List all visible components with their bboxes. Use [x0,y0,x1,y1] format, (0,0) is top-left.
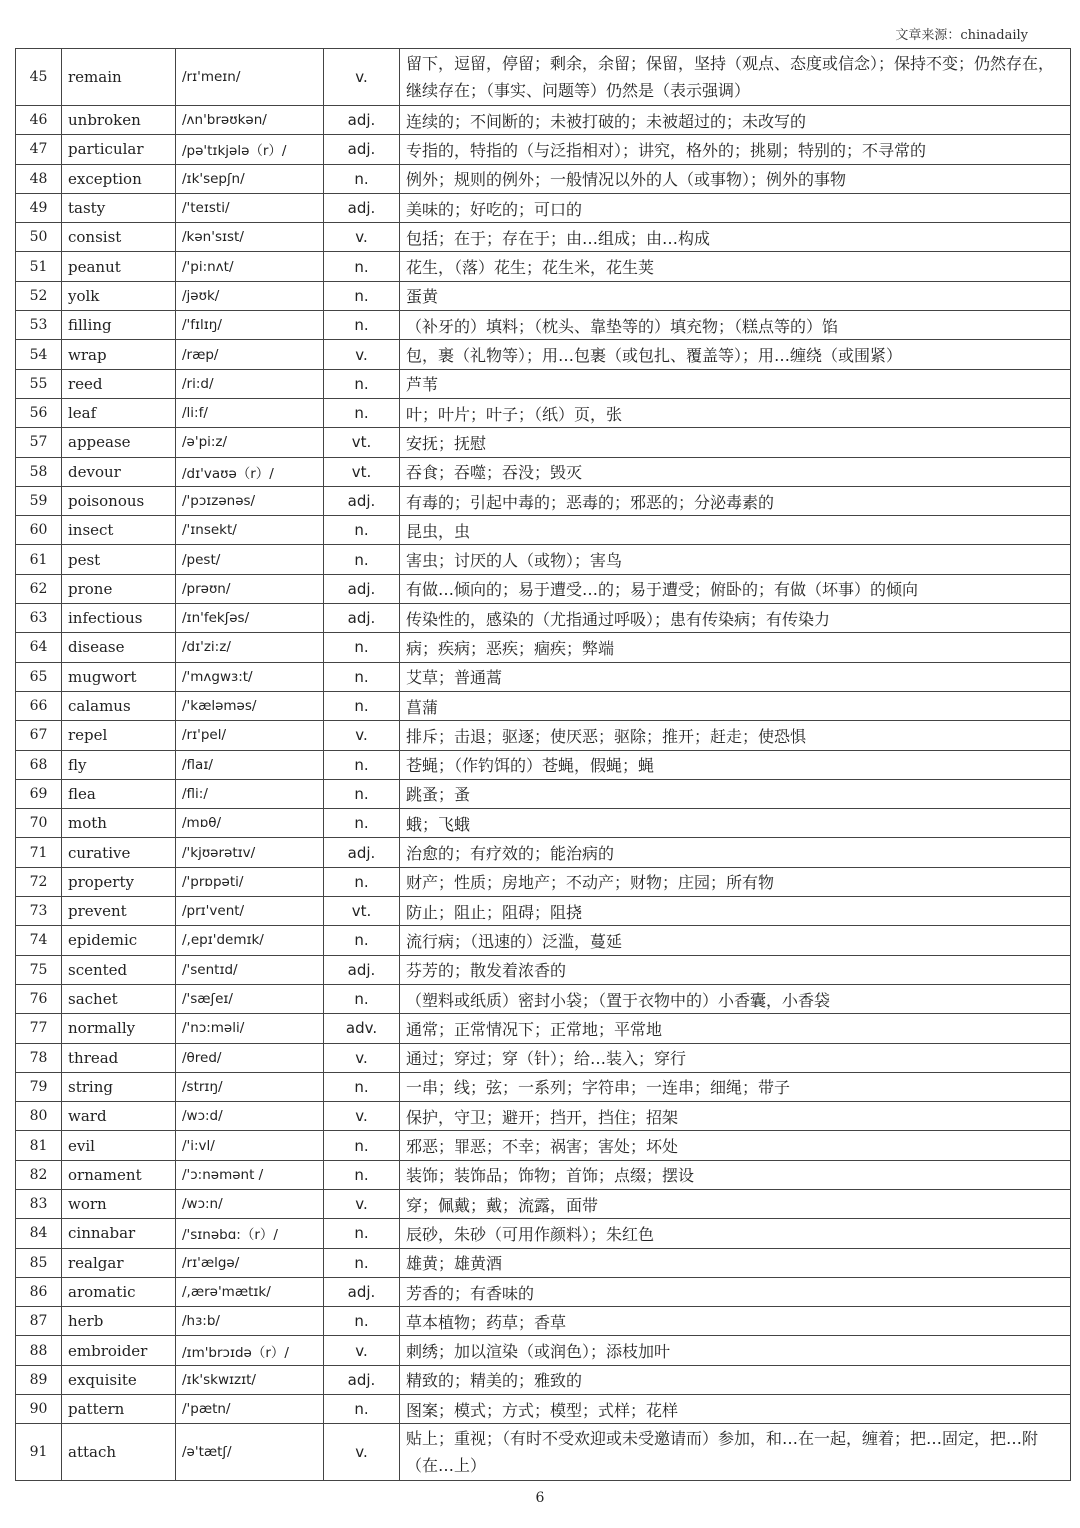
entry-phonetic: /'pɔɪzənəs/ [176,486,324,515]
entry-part-of-speech: adj. [324,193,400,222]
entry-word: insect [62,516,176,545]
entry-definition: 装饰；装饰品；饰物；首饰；点缀；摆设 [400,1160,1071,1189]
table-row [16,1102,1071,1131]
table-row [16,1248,1071,1277]
entry-definition: 一串；线；弦；一系列；字符串；一连串；细绳；带子 [400,1072,1071,1101]
entry-phonetic: /prəʊn/ [176,574,324,603]
entry-definition: 例外；规则的例外；一般情况以外的人（或事物）；例外的事物 [400,164,1071,193]
entry-number: 65 [16,662,62,691]
entry-word: embroider [62,1336,176,1365]
entry-number: 46 [16,106,62,135]
entry-number: 77 [16,1014,62,1043]
entry-definition: （塑料或纸质）密封小袋；（置于衣物中的）小香囊，小香袋 [400,984,1071,1013]
entry-definition: 连续的；不间断的；未被打破的；未被超过的；未改写的 [400,106,1071,135]
entry-phonetic: /'prɒpəti/ [176,867,324,896]
entry-phonetic: /strɪŋ/ [176,1072,324,1101]
entry-word: string [62,1072,176,1101]
table-row [16,750,1071,779]
table-row [16,897,1071,926]
entry-number: 83 [16,1189,62,1218]
entry-word: normally [62,1014,176,1043]
entry-part-of-speech: n. [324,1160,400,1189]
table-row [16,1072,1071,1101]
entry-phonetic: /rɪ'ælgə/ [176,1248,324,1277]
entry-part-of-speech: n. [324,691,400,720]
entry-word: consist [62,223,176,252]
entry-word: calamus [62,691,176,720]
entry-definition: 留下，逗留，停留；剩余，余留；保留，坚持（观点、态度或信念）；保持不变；仍然存在，继续存在；（事实、问题等）仍然是（表示强调） [400,49,1071,106]
entry-number: 87 [16,1307,62,1336]
entry-word: exquisite [62,1365,176,1394]
entry-word: thread [62,1043,176,1072]
entry-number: 59 [16,486,62,515]
entry-phonetic: /rɪ'meɪn/ [176,49,324,106]
entry-definition: 芬芳的；散发着浓香的 [400,955,1071,984]
entry-number: 56 [16,398,62,427]
entry-phonetic: /hɜ:b/ [176,1307,324,1336]
entry-phonetic: /'kjʊərətɪv/ [176,838,324,867]
entry-definition: 菖蒲 [400,691,1071,720]
entry-number: 63 [16,604,62,633]
table-row [16,779,1071,808]
entry-word: tasty [62,193,176,222]
entry-word: particular [62,135,176,164]
entry-phonetic: /'ɔ:nəmənt / [176,1160,324,1189]
entry-word: fly [62,750,176,779]
entry-phonetic: /pest/ [176,545,324,574]
vocabulary-table-body [16,49,1071,1481]
entry-number: 90 [16,1395,62,1424]
entry-part-of-speech: vt. [324,457,400,486]
entry-word: attach [62,1424,176,1481]
entry-definition: 治愈的；有疗效的；能治病的 [400,838,1071,867]
entry-number: 89 [16,1365,62,1394]
entry-part-of-speech: adj. [324,106,400,135]
entry-definition: 草本植物；药草；香草 [400,1307,1071,1336]
entry-word: scented [62,955,176,984]
table-row [16,486,1071,515]
table-row [16,1131,1071,1160]
entry-phonetic: /ri:d/ [176,369,324,398]
entry-word: epidemic [62,926,176,955]
entry-word: realgar [62,1248,176,1277]
table-row [16,223,1071,252]
entry-part-of-speech: adj. [324,604,400,633]
entry-phonetic: /flaɪ/ [176,750,324,779]
entry-part-of-speech: v. [324,1424,400,1481]
entry-phonetic: /'kæləməs/ [176,691,324,720]
entry-definition: 昆虫，虫 [400,516,1071,545]
entry-number: 75 [16,955,62,984]
entry-word: pest [62,545,176,574]
entry-word: disease [62,633,176,662]
entry-number: 82 [16,1160,62,1189]
entry-word: evil [62,1131,176,1160]
entry-word: mugwort [62,662,176,691]
entry-word: prevent [62,897,176,926]
table-row [16,867,1071,896]
entry-definition: 病；疾病；恶疾；痼疾；弊端 [400,633,1071,662]
entry-number: 50 [16,223,62,252]
source-note: 文章来源：chinadaily [895,28,1028,43]
entry-definition: 有毒的；引起中毒的；恶毒的；邪恶的；分泌毒素的 [400,486,1071,515]
entry-definition: 安抚；抚慰 [400,428,1071,457]
table-row [16,193,1071,222]
entry-number: 73 [16,897,62,926]
entry-part-of-speech: n. [324,281,400,310]
entry-phonetic: /'i:vl/ [176,1131,324,1160]
entry-definition: 贴上；重视；（有时不受欢迎或未受邀请而）参加，和…在一起，缠着；把…固定，把…附（在…上） [400,1424,1071,1481]
entry-part-of-speech: adj. [324,955,400,984]
entry-part-of-speech: n. [324,252,400,281]
entry-word: unbroken [62,106,176,135]
entry-number: 85 [16,1248,62,1277]
entry-number: 70 [16,809,62,838]
entry-part-of-speech: v. [324,721,400,750]
entry-word: moth [62,809,176,838]
table-row [16,633,1071,662]
entry-word: repel [62,721,176,750]
entry-part-of-speech: n. [324,1131,400,1160]
entry-word: ornament [62,1160,176,1189]
entry-word: wrap [62,340,176,369]
entry-phonetic: /ɪk'sepʃn/ [176,164,324,193]
entry-definition: 专指的，特指的（与泛指相对）；讲究，格外的；挑剔；特别的；不寻常的 [400,135,1071,164]
vocabulary-table [15,48,1071,1481]
entry-definition: 刺绣；加以渲染（或润色）；添枝加叶 [400,1336,1071,1365]
entry-phonetic: /dɪ'vaʊə（r）/ [176,457,324,486]
entry-part-of-speech: n. [324,398,400,427]
entry-part-of-speech: vt. [324,428,400,457]
table-row [16,1395,1071,1424]
entry-part-of-speech: v. [324,1043,400,1072]
table-row [16,809,1071,838]
entry-word: reed [62,369,176,398]
table-row [16,1043,1071,1072]
entry-definition: 蛾；飞蛾 [400,809,1071,838]
entry-part-of-speech: n. [324,779,400,808]
entry-part-of-speech: n. [324,867,400,896]
entry-phonetic: /'pætn/ [176,1395,324,1424]
entry-phonetic: /prɪ'vent/ [176,897,324,926]
entry-part-of-speech: v. [324,223,400,252]
entry-phonetic: /'sɪnəbɑ:（r）/ [176,1219,324,1248]
entry-number: 88 [16,1336,62,1365]
entry-phonetic: /'pi:nʌt/ [176,252,324,281]
entry-word: herb [62,1307,176,1336]
table-row [16,984,1071,1013]
entry-definition: 有做…倾向的；易于遭受…的；易于遭受；俯卧的；有做（坏事）的倾向 [400,574,1071,603]
table-row [16,1307,1071,1336]
entry-phonetic: /mɒθ/ [176,809,324,838]
entry-definition: 保护，守卫；避开；挡开，挡住；招架 [400,1102,1071,1131]
entry-number: 54 [16,340,62,369]
entry-part-of-speech: n. [324,545,400,574]
entry-part-of-speech: n. [324,633,400,662]
entry-phonetic: /pə'tɪkjələ（r）/ [176,135,324,164]
entry-phonetic: /ɪk'skwɪzɪt/ [176,1365,324,1394]
table-row [16,574,1071,603]
entry-phonetic: /θred/ [176,1043,324,1072]
entry-word: property [62,867,176,896]
entry-number: 55 [16,369,62,398]
entry-number: 91 [16,1424,62,1481]
entry-word: ward [62,1102,176,1131]
entry-number: 80 [16,1102,62,1131]
entry-part-of-speech: adj. [324,838,400,867]
entry-number: 76 [16,984,62,1013]
entry-number: 61 [16,545,62,574]
entry-definition: 跳蚤；蚤 [400,779,1071,808]
table-row [16,398,1071,427]
entry-part-of-speech: n. [324,1219,400,1248]
entry-part-of-speech: vt. [324,897,400,926]
entry-part-of-speech: n. [324,809,400,838]
entry-definition: 辰砂，朱砂（可用作颜料）；朱红色 [400,1219,1071,1248]
entry-number: 64 [16,633,62,662]
table-row [16,1160,1071,1189]
entry-number: 57 [16,428,62,457]
table-row [16,340,1071,369]
table-row [16,164,1071,193]
entry-number: 74 [16,926,62,955]
table-row [16,1219,1071,1248]
entry-number: 69 [16,779,62,808]
entry-number: 81 [16,1131,62,1160]
entry-definition: 芦苇 [400,369,1071,398]
entry-word: curative [62,838,176,867]
page-number: 6 [535,1490,545,1506]
entry-part-of-speech: n. [324,164,400,193]
entry-number: 68 [16,750,62,779]
table-row [16,106,1071,135]
entry-phonetic: /'mʌgwɜ:t/ [176,662,324,691]
entry-definition: （补牙的）填料；（枕头、靠垫等的）填充物；（糕点等的）馅 [400,311,1071,340]
entry-phonetic: /'fɪlɪŋ/ [176,311,324,340]
entry-definition: 雄黄；雄黄酒 [400,1248,1071,1277]
table-row [16,1189,1071,1218]
entry-word: infectious [62,604,176,633]
entry-phonetic: /,epɪ'demɪk/ [176,926,324,955]
entry-number: 51 [16,252,62,281]
entry-word: exception [62,164,176,193]
table-row [16,369,1071,398]
entry-part-of-speech: n. [324,984,400,1013]
entry-number: 49 [16,193,62,222]
entry-word: yolk [62,281,176,310]
entry-part-of-speech: n. [324,311,400,340]
entry-word: flea [62,779,176,808]
entry-phonetic: /'teɪsti/ [176,193,324,222]
entry-definition: 蛋黄 [400,281,1071,310]
entry-definition: 美味的；好吃的；可口的 [400,193,1071,222]
entry-word: sachet [62,984,176,1013]
entry-definition: 芳香的；有香味的 [400,1277,1071,1306]
entry-definition: 图案；模式；方式；模型；式样；花样 [400,1395,1071,1424]
entry-word: poisonous [62,486,176,515]
entry-phonetic: /'sæʃeɪ/ [176,984,324,1013]
entry-part-of-speech: adj. [324,1365,400,1394]
entry-phonetic: /'nɔ:məli/ [176,1014,324,1043]
entry-part-of-speech: n. [324,1307,400,1336]
table-row [16,1365,1071,1394]
entry-definition: 通过；穿过；穿（针）；给…装入；穿行 [400,1043,1071,1072]
entry-word: aromatic [62,1277,176,1306]
table-row [16,516,1071,545]
entry-part-of-speech: adj. [324,1277,400,1306]
entry-definition: 叶；叶片；叶子；（纸）页，张 [400,398,1071,427]
entry-definition: 通常；正常情况下；正常地；平常地 [400,1014,1071,1043]
table-row [16,545,1071,574]
table-row [16,838,1071,867]
entry-part-of-speech: n. [324,926,400,955]
table-row [16,1424,1071,1481]
table-row [16,1336,1071,1365]
entry-definition: 苍蝇；（作钓饵的）苍蝇，假蝇；蝇 [400,750,1071,779]
entry-phonetic: /ʌn'brəʊkən/ [176,106,324,135]
entry-part-of-speech: adj. [324,574,400,603]
entry-definition: 包，裹（礼物等）；用…包裹（或包扎、覆盖等）；用…缠绕（或围紧） [400,340,1071,369]
entry-part-of-speech: adv. [324,1014,400,1043]
entry-part-of-speech: v. [324,340,400,369]
entry-phonetic: /jəʊk/ [176,281,324,310]
entry-definition: 包括；在于；存在于；由…组成；由…构成 [400,223,1071,252]
table-row [16,49,1071,106]
entry-word: filling [62,311,176,340]
table-row [16,281,1071,310]
entry-number: 71 [16,838,62,867]
table-row [16,955,1071,984]
entry-definition: 排斥；击退；驱逐；使厌恶；驱除；推开；赶走；使恐惧 [400,721,1071,750]
entry-number: 62 [16,574,62,603]
entry-part-of-speech: n. [324,1395,400,1424]
entry-number: 84 [16,1219,62,1248]
entry-definition: 传染性的，感染的（尤指通过呼吸）；患有传染病；有传染力 [400,604,1071,633]
entry-definition: 吞食；吞噬；吞没；毁灭 [400,457,1071,486]
entry-phonetic: /wɔ:n/ [176,1189,324,1218]
table-row [16,691,1071,720]
entry-word: prone [62,574,176,603]
entry-definition: 穿；佩戴；戴；流露，面带 [400,1189,1071,1218]
entry-definition: 精致的；精美的；雅致的 [400,1365,1071,1394]
table-row [16,604,1071,633]
entry-word: appease [62,428,176,457]
entry-part-of-speech: adj. [324,486,400,515]
table-row [16,1277,1071,1306]
entry-word: peanut [62,252,176,281]
entry-part-of-speech: n. [324,662,400,691]
entry-phonetic: /dɪ'zi:z/ [176,633,324,662]
table-row [16,926,1071,955]
table-row [16,721,1071,750]
entry-phonetic: /'sentɪd/ [176,955,324,984]
entry-part-of-speech: adj. [324,135,400,164]
entry-phonetic: /fli:/ [176,779,324,808]
table-row [16,457,1071,486]
entry-number: 48 [16,164,62,193]
entry-word: leaf [62,398,176,427]
entry-number: 60 [16,516,62,545]
entry-definition: 防止；阻止；阻碍；阻挠 [400,897,1071,926]
entry-number: 86 [16,1277,62,1306]
entry-phonetic: /,ærə'mætɪk/ [176,1277,324,1306]
entry-part-of-speech: v. [324,1189,400,1218]
entry-number: 52 [16,281,62,310]
entry-part-of-speech: n. [324,369,400,398]
entry-phonetic: /wɔ:d/ [176,1102,324,1131]
entry-phonetic: /ɪn'fekʃəs/ [176,604,324,633]
entry-phonetic: /li:f/ [176,398,324,427]
entry-word: pattern [62,1395,176,1424]
entry-part-of-speech: n. [324,1072,400,1101]
entry-definition: 害虫；讨厌的人（或物）；害鸟 [400,545,1071,574]
table-row [16,428,1071,457]
entry-phonetic: /ræp/ [176,340,324,369]
entry-phonetic: /'ɪnsekt/ [176,516,324,545]
entry-part-of-speech: n. [324,1248,400,1277]
entry-part-of-speech: n. [324,516,400,545]
entry-word: devour [62,457,176,486]
entry-word: worn [62,1189,176,1218]
entry-phonetic: /rɪ'pel/ [176,721,324,750]
entry-phonetic: /ə'tætʃ/ [176,1424,324,1481]
entry-part-of-speech: v. [324,1102,400,1131]
entry-number: 78 [16,1043,62,1072]
entry-number: 47 [16,135,62,164]
entry-part-of-speech: v. [324,1336,400,1365]
entry-phonetic: /ɪm'brɔɪdə（r）/ [176,1336,324,1365]
entry-definition: 财产；性质；房地产；不动产；财物；庄园；所有物 [400,867,1071,896]
entry-number: 45 [16,49,62,106]
entry-number: 66 [16,691,62,720]
entry-part-of-speech: v. [324,49,400,106]
entry-definition: 艾草；普通蒿 [400,662,1071,691]
entry-definition: 邪恶；罪恶；不幸；祸害；害处；坏处 [400,1131,1071,1160]
entry-phonetic: /ə'pi:z/ [176,428,324,457]
entry-word: remain [62,49,176,106]
table-row [16,135,1071,164]
entry-phonetic: /kən'sɪst/ [176,223,324,252]
entry-number: 72 [16,867,62,896]
entry-number: 79 [16,1072,62,1101]
table-row [16,662,1071,691]
table-row [16,252,1071,281]
entry-number: 58 [16,457,62,486]
table-row [16,1014,1071,1043]
entry-part-of-speech: n. [324,750,400,779]
entry-definition: 花生，（落）花生；花生米，花生荚 [400,252,1071,281]
entry-definition: 流行病；（迅速的）泛滥，蔓延 [400,926,1071,955]
entry-word: cinnabar [62,1219,176,1248]
table-row [16,311,1071,340]
entry-number: 53 [16,311,62,340]
entry-number: 67 [16,721,62,750]
